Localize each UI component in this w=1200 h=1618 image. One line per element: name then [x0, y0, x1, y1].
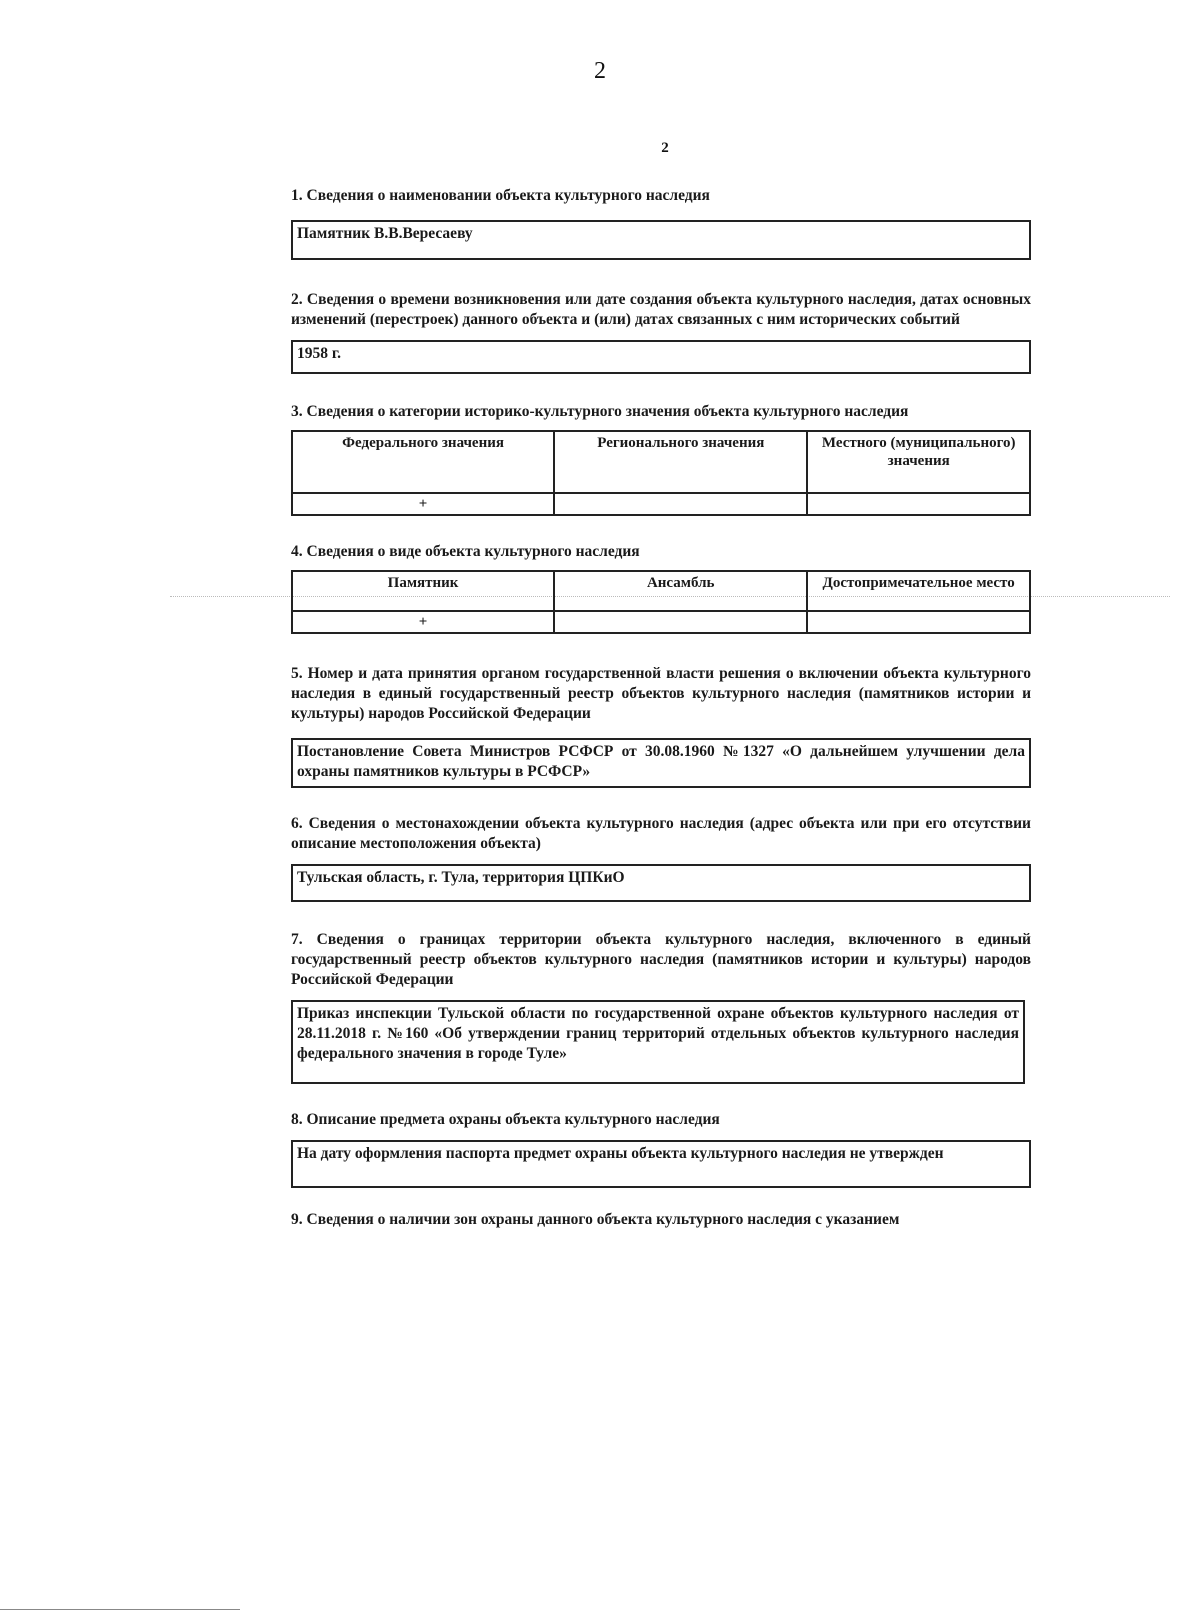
section-7-value: Приказ инспекции Тульской области по государственной охране объектов культурного наследия от 28.11.2018 г. №160 «Об утверждении границ территорий отдельных объектов культурного наследия федерального значения в городе Туле» [297, 1005, 1019, 1062]
section-2-heading: 2. Сведения о времени возникновения или дате создания объекта культурного наследия, датах основных изменений (перестроек) данного объекта и (или) датах связанных с ним исторических событий [291, 291, 1031, 328]
section-3-heading: 3. Сведения о категории историко-культурного значения объекта культурного наследия [291, 403, 909, 420]
section-6-heading: 6. Сведения о местонахождении объекта культурного наследия (адрес объекта или при его отсутствии описание местоположения объекта) [291, 815, 1031, 852]
passport-content [291, 186, 1031, 1230]
category-mark-regional [554, 493, 807, 515]
section-2-value-box [291, 340, 1031, 374]
section-8-heading: 8. Описание предмета охраны объекта культурного наследия [291, 1111, 720, 1128]
category-header-regional: Регионального значения [554, 431, 807, 493]
type-header-ensemble: Ансамбль [554, 571, 807, 611]
category-table [291, 430, 1031, 516]
section-1-value: Памятник В.В.Вересаеву [297, 225, 473, 242]
section-8-value: На дату оформления паспорта предмет охраны объекта культурного наследия не утвержден [297, 1145, 944, 1162]
section-1-value-box [291, 220, 1031, 260]
category-mark-federal: + [292, 493, 554, 515]
section-5-value-box [291, 738, 1031, 788]
section-9-heading: 9. Сведения о наличии зон охраны данного объекта культурного наследия с указанием [291, 1211, 900, 1228]
type-header-landmark: Достопримечательное место [807, 571, 1030, 611]
section-6-value: Тульская область, г. Тула, территория ЦПКиО [297, 869, 625, 886]
page-number-inner: 2 [661, 140, 669, 156]
type-mark-ensemble [554, 611, 807, 633]
page-edge-line [0, 1609, 240, 1610]
section-6-value-box [291, 864, 1031, 902]
type-mark-monument: + [292, 611, 554, 633]
category-header-federal: Федерального значения [292, 431, 554, 493]
section-2-value: 1958 г. [297, 345, 342, 362]
type-header-monument: Памятник [292, 571, 554, 611]
section-8-value-box [291, 1140, 1031, 1188]
page-number-top: 2 [594, 58, 606, 84]
type-mark-landmark [807, 611, 1030, 633]
section-4-heading: 4. Сведения о виде объекта культурного наследия [291, 543, 640, 560]
category-mark-local [807, 493, 1030, 515]
section-5-value: Постановление Совета Министров РСФСР от 30.08.1960 №1327 «О дальнейшем улучшении дела охраны памятников культуры в РСФСР» [297, 743, 1025, 780]
category-header-local: Местного (муниципального) значения [807, 431, 1030, 493]
type-table [291, 570, 1031, 634]
section-5-heading: 5. Номер и дата принятия органом государственной власти решения о включении объекта культурного наследия в единый государственный реестр объектов культурного наследия (памятников истории и культуры) народов Российской Федерации [291, 665, 1031, 722]
section-1-heading: 1. Сведения о наименовании объекта культурного наследия [291, 187, 710, 204]
section-7-value-box [291, 1000, 1025, 1084]
section-7-heading: 7. Сведения о границах территории объекта культурного наследия, включенного в единый государственный реестр объектов культурного наследия (памятников истории и культуры) народов Российской Федерации [291, 931, 1031, 988]
